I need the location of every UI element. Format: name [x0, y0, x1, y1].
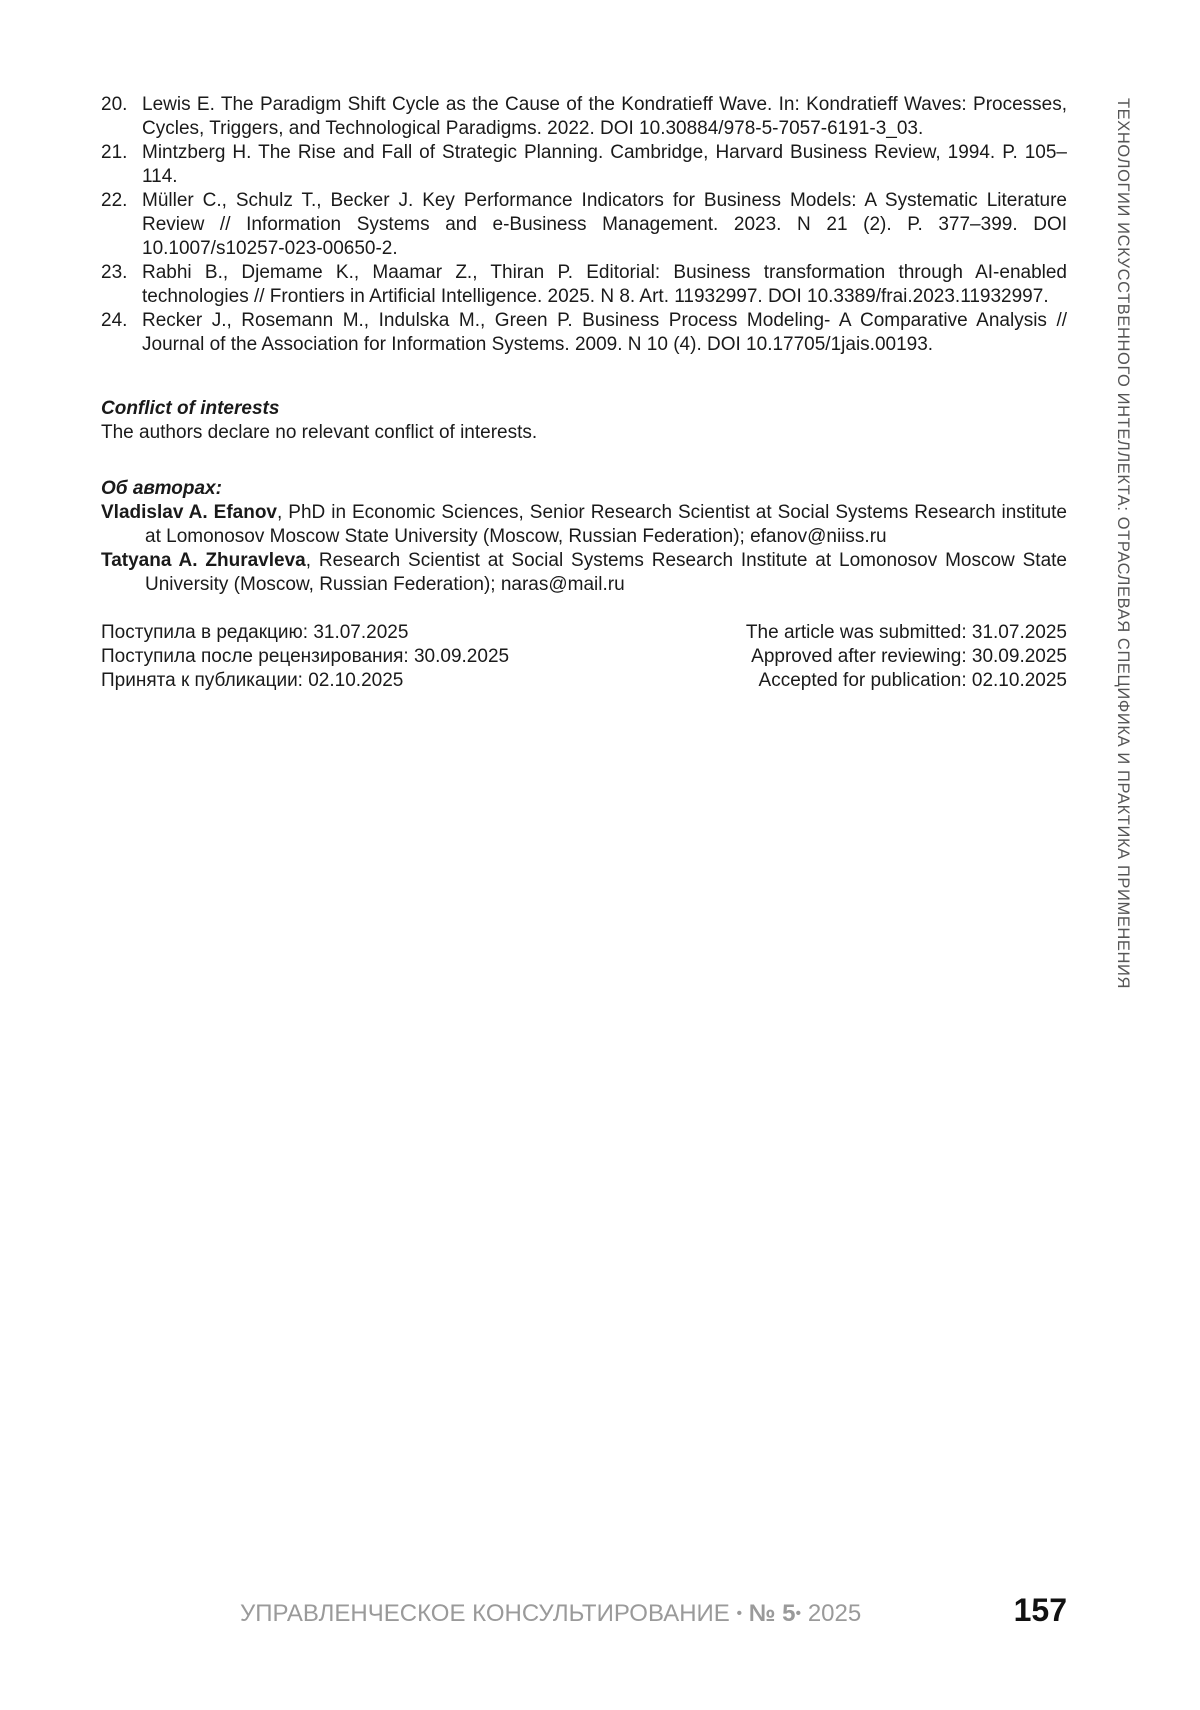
- journal-page: [0, 0, 1200, 1710]
- reference-list: [101, 93, 1067, 357]
- reference-item: [101, 309, 1067, 357]
- running-header-vertical: ТЕХНОЛОГИИ ИСКУССТВЕННОГО ИНТЕЛЛЕКТА: ОТРАСЛЕВАЯ СПЕЦИФИКА И ПРАКТИКА ПРИМЕНЕНИЯ: [1111, 98, 1135, 1158]
- date-submitted-en: The article was submitted: 31.07.2025: [746, 621, 1067, 645]
- author-entry: [101, 549, 1067, 597]
- authors-heading: Об авторах:: [101, 477, 1067, 501]
- author-name: Vladislav A. Efanov: [101, 502, 277, 523]
- dates-russian: [101, 621, 509, 693]
- author-info: , PhD in Economic Sciences, Senior Research Scientist at Social Systems Research institute at Lomonosov Moscow State University (Moscow, Russian Federation); efanov@niiss.ru: [145, 502, 1067, 547]
- bullet-separator: •: [736, 1605, 742, 1622]
- page-number: 157: [1014, 1592, 1067, 1629]
- reference-text: Müller C., Schulz T., Becker J. Key Performance Indicators for Business Models: A Systematic Literature Review // Information Systems and e-Business Management. 2023. N 21 (2). P. 377–399. DOI 10.1007/s10257-023-00650-2.: [142, 190, 1067, 259]
- reference-text: Recker J., Rosemann M., Indulska M., Green P. Business Process Modeling- A Comparative Analysis // Journal of the Association for Information Systems. 2009. N 10 (4). DOI 10.17705/1jais.00193.: [142, 310, 1067, 355]
- conflict-heading: Conflict of interests: [101, 397, 1067, 421]
- issue-number: № 5: [749, 1600, 796, 1627]
- page-footer: [0, 1592, 1200, 1632]
- date-submitted-ru: Поступила в редакцию: 31.07.2025: [101, 621, 509, 645]
- date-reviewed-en: Approved after reviewing: 30.09.2025: [746, 645, 1067, 669]
- reference-item: [101, 189, 1067, 261]
- reference-number: 22.: [101, 189, 127, 213]
- date-accepted-ru: Принята к публикации: 02.10.2025: [101, 669, 509, 693]
- reference-number: 24.: [101, 309, 127, 333]
- journal-title-line: [240, 1600, 861, 1628]
- reference-number: 21.: [101, 141, 127, 165]
- journal-year: 2025: [808, 1600, 861, 1627]
- reference-item: [101, 141, 1067, 189]
- reference-number: 20.: [101, 93, 127, 117]
- reference-text: Rabhi B., Djemame K., Maamar Z., Thiran P. Editorial: Business transformation through AI-enabled technologies // Frontiers in Artificial Intelligence. 2025. N 8. Art. 11932997. DOI 10.3389/frai.2023.11932997.: [142, 262, 1067, 307]
- bullet-separator: •: [796, 1605, 802, 1622]
- date-reviewed-ru: Поступила после рецензирования: 30.09.2025: [101, 645, 509, 669]
- reference-item: [101, 93, 1067, 141]
- date-accepted-en: Accepted for publication: 02.10.2025: [746, 669, 1067, 693]
- dates-english: [746, 621, 1067, 693]
- article-dates: [101, 621, 1067, 693]
- reference-item: [101, 261, 1067, 309]
- author-info: , Research Scientist at Social Systems Research Institute at Lomonosov Moscow State University (Moscow, Russian Federation); naras@mail.ru: [145, 550, 1067, 595]
- page-content: [101, 93, 1067, 693]
- journal-name: УПРАВЛЕНЧЕСКОЕ КОНСУЛЬТИРОВАНИЕ: [240, 1600, 730, 1627]
- author-entry: [101, 501, 1067, 549]
- reference-number: 23.: [101, 261, 127, 285]
- author-name: Tatyana A. Zhuravleva: [101, 550, 306, 571]
- reference-text: Lewis E. The Paradigm Shift Cycle as the Cause of the Kondratieff Wave. In: Kondratieff Waves: Processes, Cycles, Triggers, and Technological Paradigms. 2022. DOI 10.30884/978-5-7057-6191-3_03.: [142, 94, 1067, 139]
- conflict-text: The authors declare no relevant conflict of interests.: [101, 421, 1067, 445]
- reference-text: Mintzberg H. The Rise and Fall of Strategic Planning. Cambridge, Harvard Business Review, 1994. P. 105–114.: [142, 142, 1067, 187]
